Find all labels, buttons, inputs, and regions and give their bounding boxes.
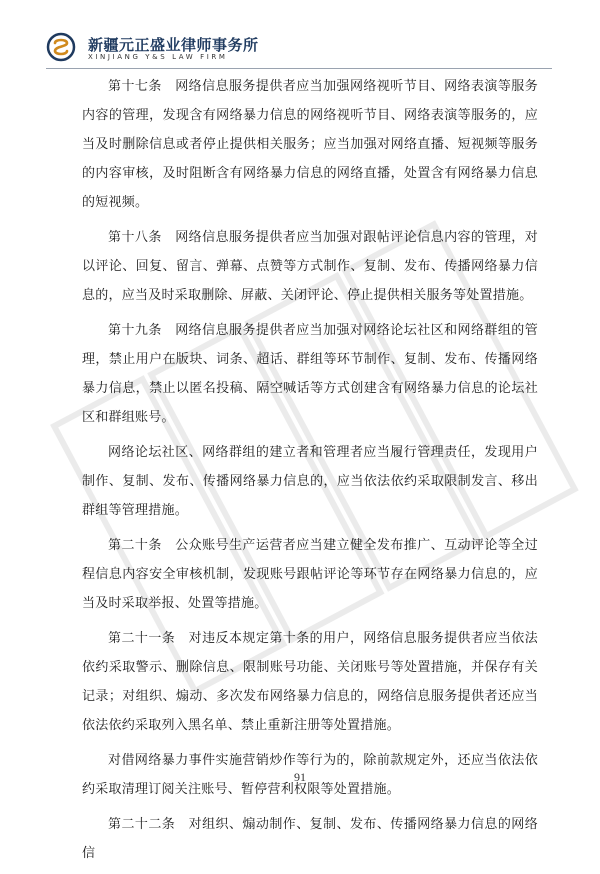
article-20: 第二十条 公众账号生产运营者应当建立健全发布推广、互动评论等全过程信息内容安全审核机制，发现账号跟帖评论等环节存在网络暴力信息的，应当及时采取举报、处置等措施。 (82, 538, 538, 611)
article-17: 第十七条 网络信息服务提供者应当加强网络视听节目、网络表演等服务内容的管理，发现含有网络暴力信息的网络视听节目、网络表演等服务的，应当及时删除信息或者停止提供相关服务；应当加强对网络直播、短视频等服务的内容审核，及时阻断含有网络暴力信息的网络直播，处置含有网络暴力信息的短视频。 (82, 79, 538, 210)
article-21-para-2: 对借网络暴力事件实施营销炒作等行为的，除前款规定外，还应当依法依约采取清理订阅关注账号、暂停营利权限等处置措施。 (82, 753, 538, 797)
article-18: 第十八条 网络信息服务提供者应当加强对跟帖评论信息内容的管理，对以评论、回复、留言、弹幕、点赞等方式制作、复制、发布、传播网络暴力信息的，应当及时采取删除、屏蔽、关闭评论、停止提供相关服务等处置措施。 (82, 230, 538, 303)
article-22: 第二十二条 对组织、煽动制作、复制、发布、传播网络暴力信息的网络信 (82, 817, 538, 861)
article-19: 第十九条 网络信息服务提供者应当加强对网络论坛社区和网络群组的管理，禁止用户在版块、词条、超话、群组等环节制作、复制、发布、传播网络暴力信息，禁止以匿名投稿、隔空喊话等方式创建含有网络暴力信息的论坛社区和群组账号。 (82, 323, 538, 425)
firm-name-en: XINJIANG Y&S LAW FIRM (88, 53, 228, 61)
document-body (82, 72, 538, 874)
article-21: 第二十一条 对违反本规定第十条的用户，网络信息服务提供者应当依法依约采取警示、删除信息、限制账号功能、关闭账号等处置措施，并保存有关记录；对组织、煽动、多次发布网络暴力信息的，网络信息服务提供者还应当依法依约采取列入黑名单、禁止重新注册等处置措施。 (82, 631, 538, 733)
page-number: 91 (294, 770, 306, 784)
article-19-para-2: 网络论坛社区、网络群组的建立者和管理者应当履行管理责任，发现用户制作、复制、发布、传播网络暴力信息的，应当依法依约采取限制发言、移出群组等管理措施。 (82, 445, 538, 518)
firm-name-cn: 新疆元正盛业律师事务所 (88, 36, 259, 54)
page-header (46, 32, 566, 68)
firm-logo-icon (46, 32, 76, 62)
header-divider (46, 68, 552, 69)
